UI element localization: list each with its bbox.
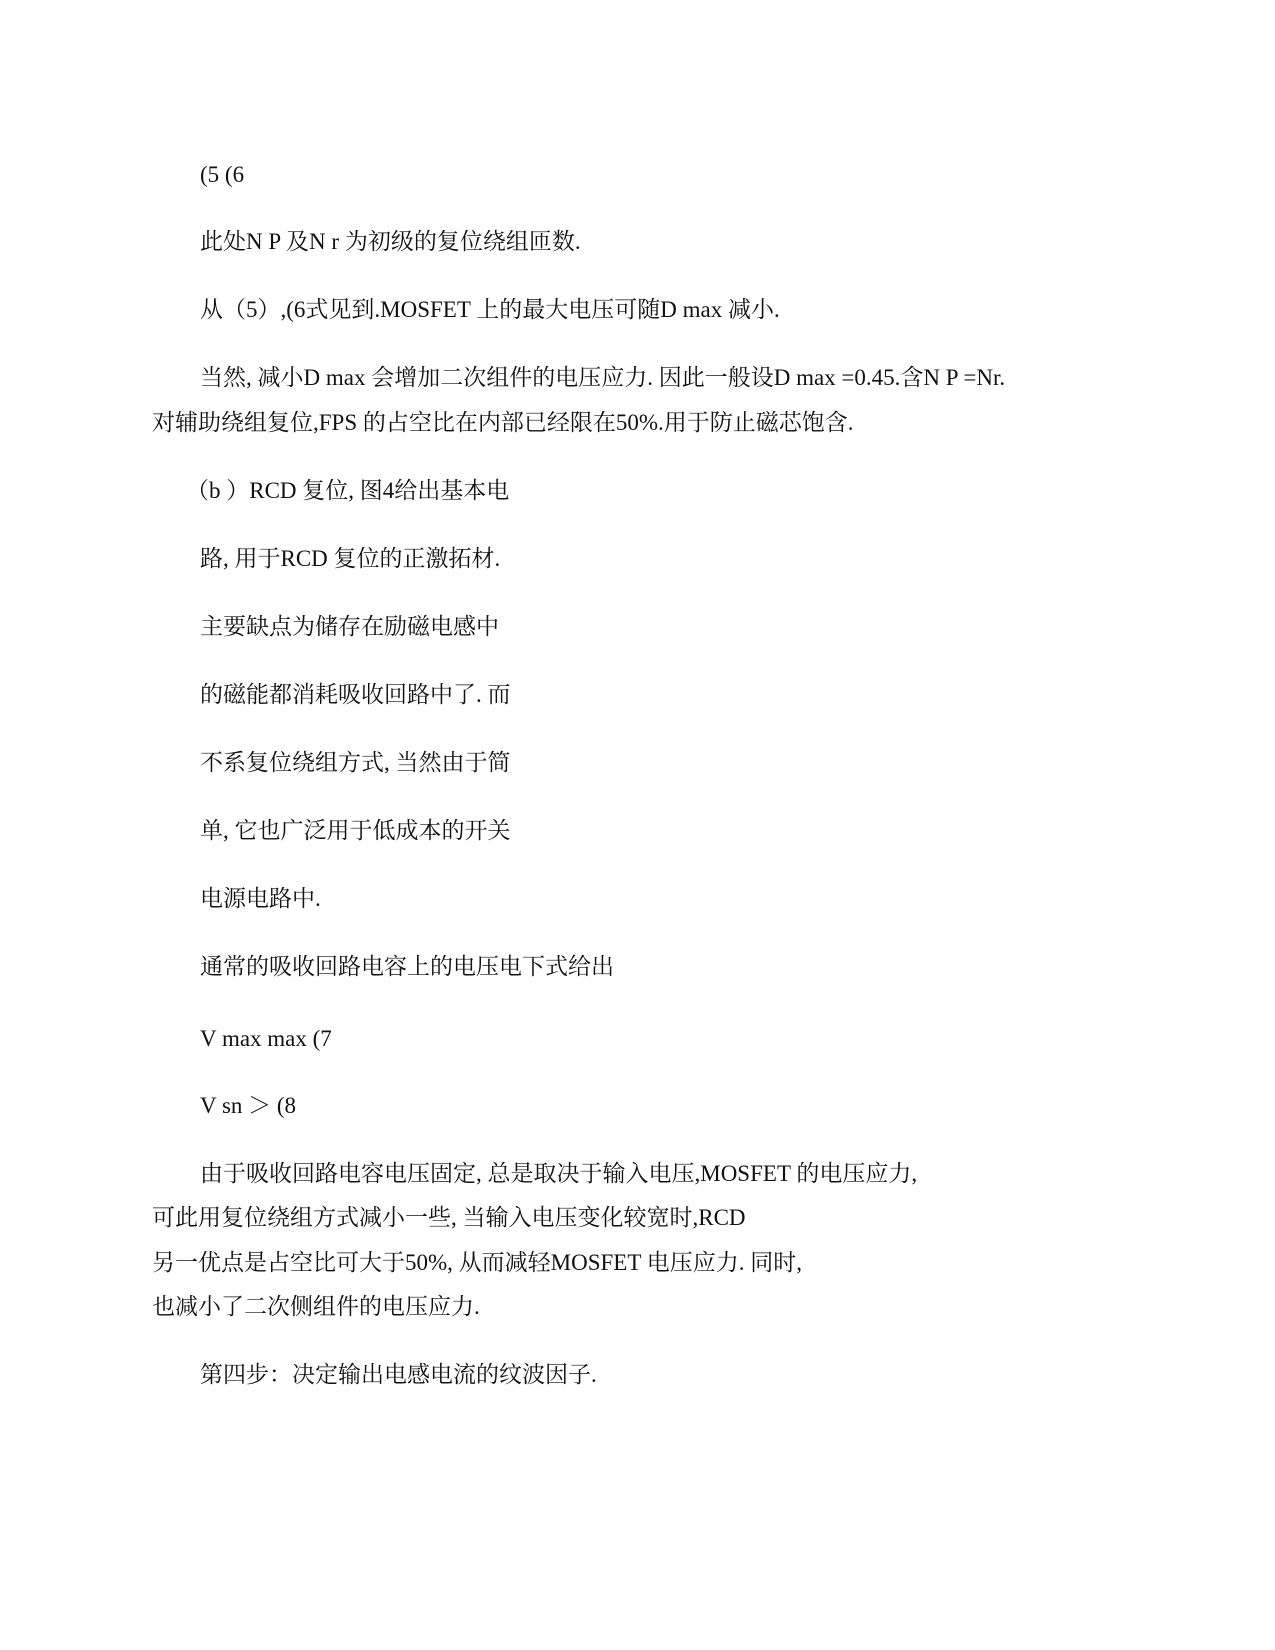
paragraph-line: 通常的吸收回路电容上的电压电下式给出 — [200, 954, 614, 979]
section-heading-rcd: （b ）RCD 复位, 图4给出基本电 — [186, 478, 510, 503]
paragraph-line: 主要缺点为储存在励磁电感中 — [200, 614, 499, 639]
paragraph-line: 不系复位绕组方式, 当然由于简 — [200, 750, 511, 775]
paragraph-line: 的磁能都消耗吸收回路中了. 而 — [200, 682, 511, 707]
equation-ref-5-6: (5 (6 — [200, 162, 245, 187]
paragraph-line: 单, 它也广泛用于低成本的开关 — [200, 818, 511, 843]
paragraph-line: 当然, 减小D max 会增加二次组件的电压应力. 因此一般设D max =0.45.含N P =Nr. — [200, 365, 1006, 390]
paragraph-line: 可此用复位绕组方式减小一些, 当输入电压变化较宽时,RCD — [152, 1205, 746, 1230]
paragraph-line: 从（5）,(6式见到.MOSFET 上的最大电压可随D max 减小. — [200, 297, 780, 322]
paragraph-line: 路, 用于RCD 复位的正激拓材. — [200, 546, 501, 571]
equation-ref-7: V max max (7 — [200, 1026, 332, 1051]
paragraph-line: 对辅助绕组复位,FPS 的占空比在内部已经限在50%.用于防止磁芯饱含. — [152, 410, 854, 435]
paragraph-line: 也减小了二次侧组件的电压应力. — [152, 1294, 480, 1319]
equation-ref-8: V sn ＞ (8 — [200, 1093, 297, 1118]
paragraph-line: 由于吸收回路电容电压固定, 总是取决于输入电压,MOSFET 的电压应力, — [200, 1161, 918, 1186]
paragraph-line: 另一优点是占空比可大于50%, 从而减轻MOSFET 电压应力. 同时, — [152, 1250, 802, 1275]
step-four-heading: 第四步：决定输出电感电流的纹波因子. — [200, 1362, 597, 1387]
paragraph-line: 电源电路中. — [200, 886, 321, 911]
paragraph-line: 此处N P 及N r 为初级的复位绕组匝数. — [200, 229, 581, 254]
